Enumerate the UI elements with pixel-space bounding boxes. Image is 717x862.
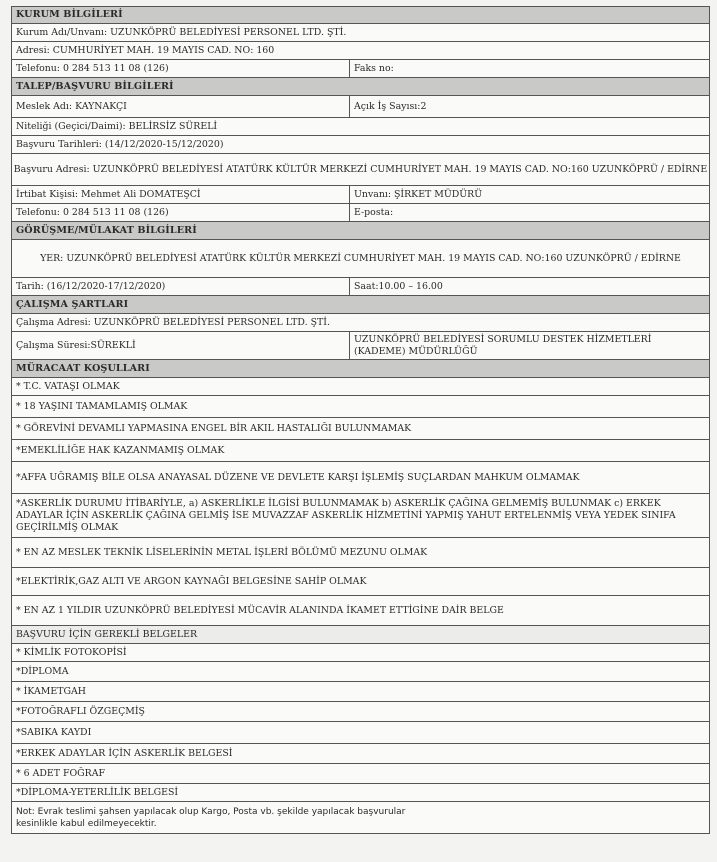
application-address: Başvuru Adresi: UZUNKÖPRÜ BELEDİYESİ ATATÜRK KÜLTÜR MERKEZİ CUMHURİYET MAH. 19 MAYIS CAD. NO:160 UZUNKÖPRÜ / EDİRNE xyxy=(13,163,708,175)
talep-dates-row xyxy=(11,136,710,154)
open-positions: Açık İş Sayısı:2 xyxy=(354,100,427,112)
section-header-kurum xyxy=(11,6,710,24)
condition-text: * EN AZ MESLEK TEKNİK LİSELERİNİN METAL İŞLERİ BÖLÜMÜ MEZUNU OLMAK xyxy=(16,546,428,558)
section-title: KURUM BİLGİLERİ xyxy=(16,9,123,20)
talep-phone-row xyxy=(11,204,710,222)
contact-title: Unvanı: ŞİRKET MÜDÜRÜ xyxy=(354,188,483,200)
document-text: * KİMLİK FOTOKOPİSİ xyxy=(16,646,127,658)
submission-note: Not: Evrak teslimi şahsen yapılacak olup Kargo, Posta vb. şekilde yapılacak başvurular kesinlikle kabul edilmeyecektir. xyxy=(16,806,406,829)
condition-item xyxy=(11,418,710,440)
job-posting-form xyxy=(11,6,710,834)
kurum-address-row xyxy=(11,42,710,60)
interview-time: Saat:10.00 – 16.00 xyxy=(354,280,443,292)
condition-item xyxy=(11,568,710,596)
section-header-belgeler xyxy=(11,626,710,644)
condition-text: *AFFA UĞRAMIŞ BİLE OLSA ANAYASAL DÜZENE VE DEVLETE KARŞI İŞLEMİŞ SUÇLARDAN MAHKUM OLMAMAK xyxy=(16,471,580,483)
document-item xyxy=(11,662,710,682)
condition-text: * GÖREVİNİ DEVAMLI YAPMASINA ENGEL BİR AKIL HASTALIĞI BULUNMAMAK xyxy=(16,422,412,434)
section-title: BAŞVURU İÇİN GEREKLİ BELGELER xyxy=(16,628,198,640)
condition-text: *EMEKLİLİĞE HAK KAZANMAMIŞ OLMAK xyxy=(16,444,225,456)
kurum-phone-row xyxy=(11,60,710,78)
section-header-calisma xyxy=(11,296,710,314)
calisma-address-row xyxy=(11,314,710,332)
condition-text: *ELEKTİRİK,GAZ ALTI VE ARGON KAYNAĞI BELGESİNE SAHİP OLMAK xyxy=(16,575,367,587)
condition-item xyxy=(11,396,710,418)
condition-text: * EN AZ 1 YILDIR UZUNKÖPRÜ BELEDİYESİ MÜCAVİR ALANINDA İKAMET ETTİGİNE DAİR BELGE xyxy=(16,604,504,616)
condition-text: *ASKERLİK DURUMU İTİBARİYLE, a) ASKERLİKLE İLGİSİ BULUNMAMAK b) ASKERLİK ÇAĞINA GELMEMİŞ BULUNMAK c) ERKEK ADAYLAR İÇİN ASKERLİK ÇAĞINA GELMİŞ İSE MUVAZZAF ASKERLİK HİZMETİNİ YAPMIŞ YAHUT ERTELENMİŞ VEYA YEDEK SINIFA GEÇİRİLMİŞ OLMAK xyxy=(16,497,676,533)
condition-item xyxy=(11,440,710,462)
interview-place: YER: UZUNKÖPRÜ BELEDİYESİ ATATÜRK KÜLTÜR MERKEZİ CUMHURİYET MAH. 19 MAYIS CAD. NO:160 UZUNKÖPRÜ / EDİRNE xyxy=(40,252,681,264)
calisma-duration-row xyxy=(11,332,710,360)
section-header-muracaat xyxy=(11,360,710,378)
section-header-talep xyxy=(11,78,710,96)
gorusme-datetime-row xyxy=(11,278,710,296)
section-header-gorusme xyxy=(11,222,710,240)
document-item xyxy=(11,644,710,662)
talep-nature-row xyxy=(11,118,710,136)
kurum-name: Kurum Adı/Unvanı: UZUNKÖPRÜ BELEDİYESİ PERSONEL LTD. ŞTİ. xyxy=(16,26,347,38)
document-item xyxy=(11,764,710,784)
note-row xyxy=(11,802,710,834)
contact-email: E-posta: xyxy=(354,206,394,218)
section-title: TALEP/BAŞVURU BİLGİLERİ xyxy=(16,80,174,92)
talep-address-row xyxy=(11,154,710,186)
job-name: Meslek Adı: KAYNAKÇI xyxy=(12,96,350,117)
condition-text: * T.C. VATAŞI OLMAK xyxy=(16,380,120,392)
condition-item xyxy=(11,596,710,626)
kurum-phone: Telefonu: 0 284 513 11 08 (126) xyxy=(12,60,350,77)
work-duration: Çalışma Süresi:SÜREKLİ xyxy=(12,332,350,359)
document-text: *SABIKA KAYDI xyxy=(16,726,92,738)
kurum-name-row xyxy=(11,24,710,42)
kurum-fax: Faks no: xyxy=(354,62,394,74)
work-address: Çalışma Adresi: UZUNKÖPRÜ BELEDİYESİ PERSONEL LTD. ŞTİ. xyxy=(16,316,330,328)
document-text: * İKAMETGAH xyxy=(16,685,86,697)
document-text: *ERKEK ADAYLAR İÇİN ASKERLİK BELGESİ xyxy=(16,747,233,759)
document-text: * 6 ADET FOĞRAF xyxy=(16,767,105,779)
condition-text: * 18 YAŞINI TAMAMLAMIŞ OLMAK xyxy=(16,400,188,412)
condition-item xyxy=(11,462,710,494)
contact-person: İrtibat Kişisi: Mehmet Ali DOMATEŞCİ xyxy=(12,186,350,203)
document-item xyxy=(11,682,710,702)
application-dates: Başvuru Tarihleri: (14/12/2020-15/12/2020) xyxy=(16,138,224,150)
document-item xyxy=(11,784,710,802)
condition-item xyxy=(11,494,710,538)
document-text: *DİPLOMA-YETERLİLİK BELGESİ xyxy=(16,786,179,798)
talep-job-row xyxy=(11,96,710,118)
contact-phone: Telefonu: 0 284 513 11 08 (126) xyxy=(12,204,350,221)
job-nature: Niteliği (Geçici/Daimi): BELİRSİZ SÜRELİ xyxy=(16,120,218,132)
section-title: GÖRÜŞME/MÜLAKAT BİLGİLERİ xyxy=(16,224,197,236)
document-text: *FOTOĞRAFLI ÖZGEÇMİŞ xyxy=(16,705,145,717)
section-title: ÇALIŞMA ŞARTLARI xyxy=(16,298,129,310)
document-item xyxy=(11,702,710,722)
interview-date: Tarih: (16/12/2020-17/12/2020) xyxy=(12,278,350,295)
condition-item xyxy=(11,378,710,396)
section-title: MÜRACAAT KOŞULLARI xyxy=(16,362,150,374)
document-text: *DİPLOMA xyxy=(16,665,69,677)
gorusme-place-row xyxy=(11,240,710,278)
document-item xyxy=(11,722,710,744)
work-unit: UZUNKÖPRÜ BELEDİYESİ SORUMLU DESTEK HİZMETLERİ (KADEME) MÜDÜRLÜĞÜ xyxy=(354,333,652,357)
kurum-address: Adresi: CUMHURİYET MAH. 19 MAYIS CAD. NO: 160 xyxy=(16,44,275,56)
condition-item xyxy=(11,538,710,568)
talep-contact-row xyxy=(11,186,710,204)
document-item xyxy=(11,744,710,764)
